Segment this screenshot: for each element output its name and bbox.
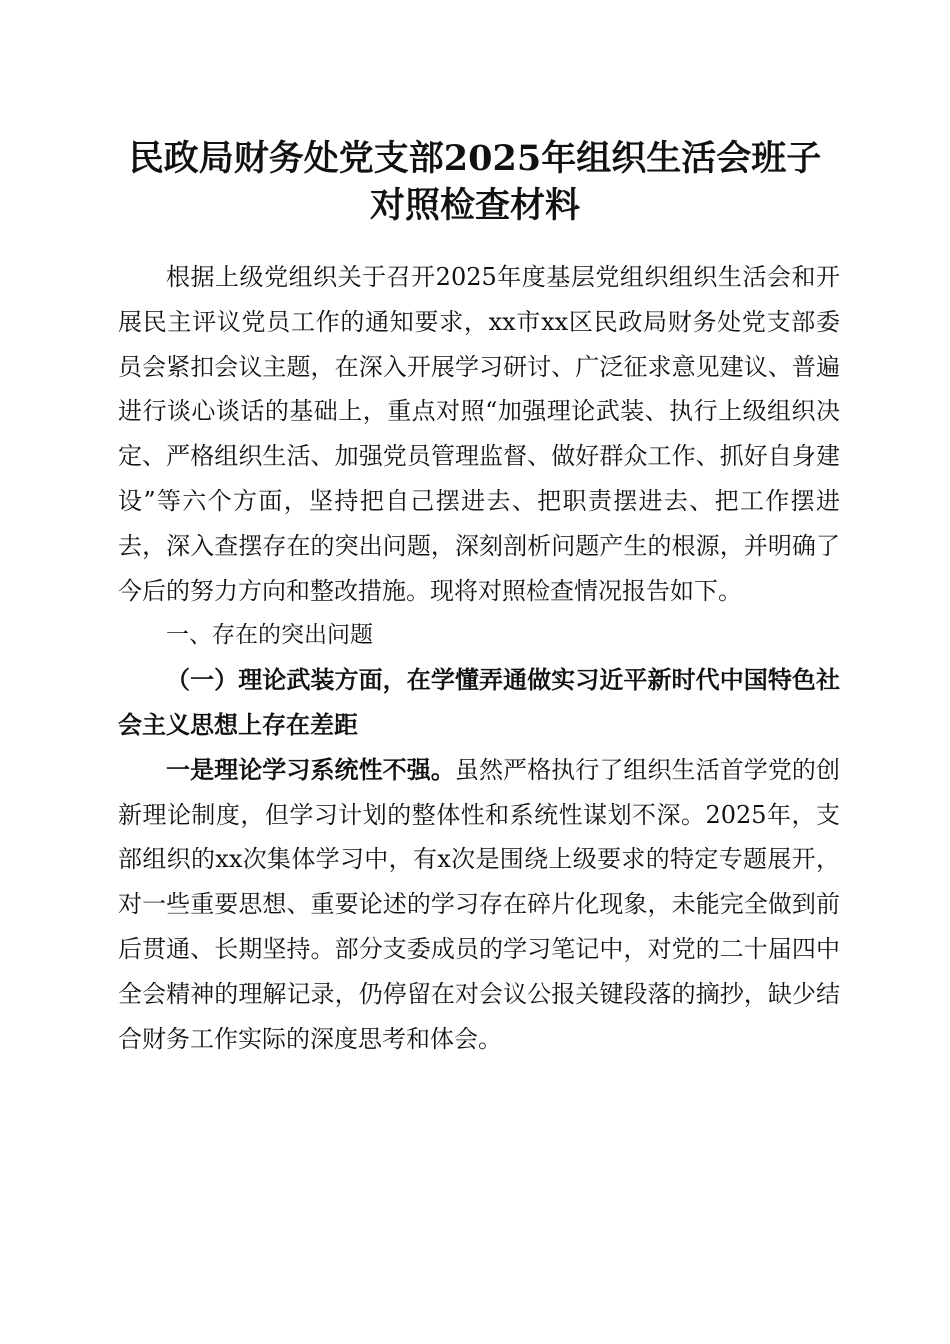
point-lead: 一是理论学习系统性不强。 xyxy=(166,754,455,784)
intro-paragraph: 根据上级党组织关于召开2025年度基层党组织组织生活会和开展民主评议党员工作的通知要求，xx市xx区民政局财务处党支部委员会紧扣会议主题，在深入开展学习研讨、广泛征求意见建议、普遍进行谈心谈话的基础上，重点对照“加强理论武装、执行上级组织决定、严格组织生活、加强党员管理监督、做好群众工作、抓好自身建设”等六个方面，坚持把自己摆进去、把职责摆进去、把工作摆进去，深入查摆存在的突出问题，深刻剖析问题产生的根源，并明确了今后的努力方向和整改措施。现将对照检查情况报告如下。 xyxy=(118,263,840,605)
point-body: 虽然严格执行了组织生活首学党的创新理论制度，但学习计划的整体性和系统性谋划不深。2025年，支部组织的xx次集体学习中，有x次是围绕上级要求的特定专题展开，对一些重要思想、重要论述的学习存在碎片化现象，未能完全做到前后贯通、长期坚持。部分支委成员的学习笔记中，对党的二十届四中全会精神的理解记录，仍停留在对会议公报关键段落的摘抄，缺少结合财务工作实际的深度思考和体会。 xyxy=(118,755,841,1053)
document-title-line-2: 对照检查材料 xyxy=(369,185,580,226)
subsection-heading: （一）理论武装方面，在学懂弄通做实习近平新时代中国特色社会主义思想上存在差距 xyxy=(118,665,840,739)
document-body xyxy=(118,255,840,1061)
point-paragraph xyxy=(118,748,840,1062)
document-title-line-1: 民政局财务处党支部2025年组织生活会班子 xyxy=(128,138,822,179)
section-heading: 一、存在的突出问题 xyxy=(166,622,373,649)
